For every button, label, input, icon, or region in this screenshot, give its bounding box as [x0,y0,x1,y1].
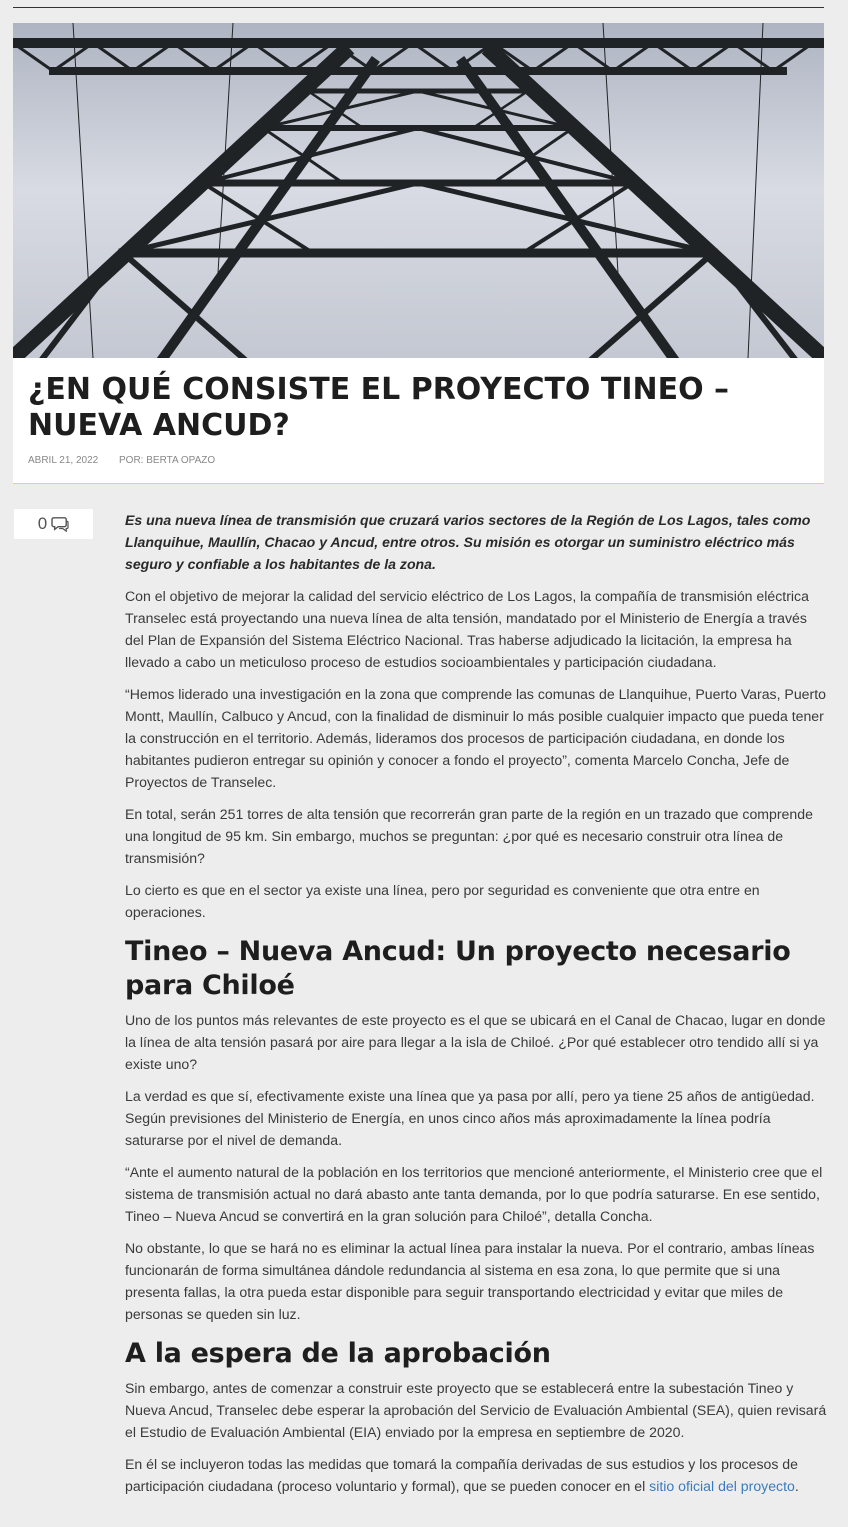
top-divider [13,7,824,8]
paragraph: Lo cierto es que en el sector ya existe una línea, pero por seguridad es conveniente que otra entre en operaciones. [125,882,760,920]
final-paragraph [125,1453,827,1497]
paragraph: “Hemos liderado una investigación en la zona que comprende las comunas de Llanquihue, Puerto Varas, Puerto Montt, Maullín, Calbuco y Ancud, con la finalidad de disminuir lo más posible cualquier impacto que pueda tener la construcción en el territorio. Además, lideramos dos procesos de participación ciudadana, en donde los habitantes pudieron entregar su opinión y conocer a fondo el proyecto”, comenta Marcelo Concha, Jefe de Proyectos de Transelec. [125,686,826,790]
paragraph: Uno de los puntos más relevantes de este proyecto es el que se ubicará en el Canal de Chacao, lugar en donde la línea de alta tensión pasará por aire para llegar a la isla de Chiloé. ¿Por qué establecer otro tendido allí si ya existe uno? [125,1012,826,1072]
paragraph-group-1 [125,585,827,923]
section-heading-2: A la espera de la aprobación [125,1338,551,1369]
hero-image [13,23,824,358]
paragraph-group-3 [125,1377,827,1497]
paragraph-group-2 [125,1009,827,1325]
article-header [13,358,824,484]
comment-count: 0 [37,514,48,533]
comments-icon [51,516,69,532]
article-author[interactable]: POR: BERTA OPAZO [119,455,216,466]
article-date: ABRIL 21, 2022 [28,455,99,466]
transmission-tower-graphic [13,23,824,358]
paragraph: Sin embargo, antes de comenzar a construir este proyecto que se establecerá entre la subestación Tineo y Nueva Ancud, Transelec debe esperar la aprobación del Servicio de Evaluación Ambiental (SEA), quien revisará el Estudio de Evaluación Ambiental (EIA) enviado por la empresa en septiembre de 2020. [125,1380,827,1440]
paragraph: “Ante el aumento natural de la población en los territorios que mencioné anteriormente, el Ministerio cree que el sistema de transmisión actual no dará abasto ante tanta demanda, por lo que podría saturarse. En ese sentido, Tineo – Nueva Ancud se convertirá en la gran solución para Chiloé”, detalla Concha. [125,1164,823,1224]
final-paragraph-text: En él se incluyeron todas las medidas que tomará la compañía derivadas de sus estudios y los procesos de participación ciudadana (proceso voluntario y formal), que se pueden conocer en el [125,1456,798,1494]
paragraph: En total, serán 251 torres de alta tensión que recorrerán gran parte de la región en un trazado que comprende una longitud de 95 km. Sin embargo, muchos se preguntan: ¿por qué es necesario construir otra línea de transmisión? [125,806,813,866]
paragraph: Con el objetivo de mejorar la calidad del servicio eléctrico de Los Lagos, la compañía de transmisión eléctrica Transelec está proyectando una nueva línea de alta tensión, mandatado por el Ministerio de Energía a través del Plan de Expansión del Sistema Eléctrico Nacional. Tras haberse adjudicado la licitación, la empresa ha llevado a cabo un meticuloso proceso de estudios socioambientales y participación ciudadana. [125,588,809,670]
page-title: ¿EN QUÉ CONSISTE EL PROYECTO TINEO – NUEVA ANCUD? [28,372,730,443]
section-heading-1: Tineo – Nueva Ancud: Un proyecto necesario para Chiloé [125,936,791,1001]
article-body [125,509,827,1507]
article-meta [28,455,215,466]
paragraph: No obstante, lo que se hará no es eliminar la actual línea para instalar la nueva. Por el contrario, ambas líneas funcionarán de forma simultánea dándole redundancia al sistema en esa zona, lo que permite que si una presenta fallas, la otra pueda estar disponible para seguir transportando electricidad y evitar que miles de personas se queden sin luz. [125,1240,815,1322]
paragraph: La verdad es que sí, efectivamente existe una línea que ya pasa por allí, pero ya tiene 25 años de antigüedad. Según previsiones del Ministerio de Energía, en unos cinco años más aproximadamente la línea podría saturarse por el nivel de demanda. [125,1088,815,1148]
article-lead: Es una nueva línea de transmisión que cruzará varios sectores de la Región de Los Lagos, tales como Llanquihue, Maullín, Chacao y Ancud, entre otros. Su misión es otorgar un suministro eléctrico más seguro y confiable a los habitantes de la zona. [125,512,811,572]
comment-count-button[interactable] [14,509,93,539]
project-site-link[interactable]: sitio oficial del proyecto [649,1478,795,1494]
final-paragraph-end: . [794,1478,799,1494]
